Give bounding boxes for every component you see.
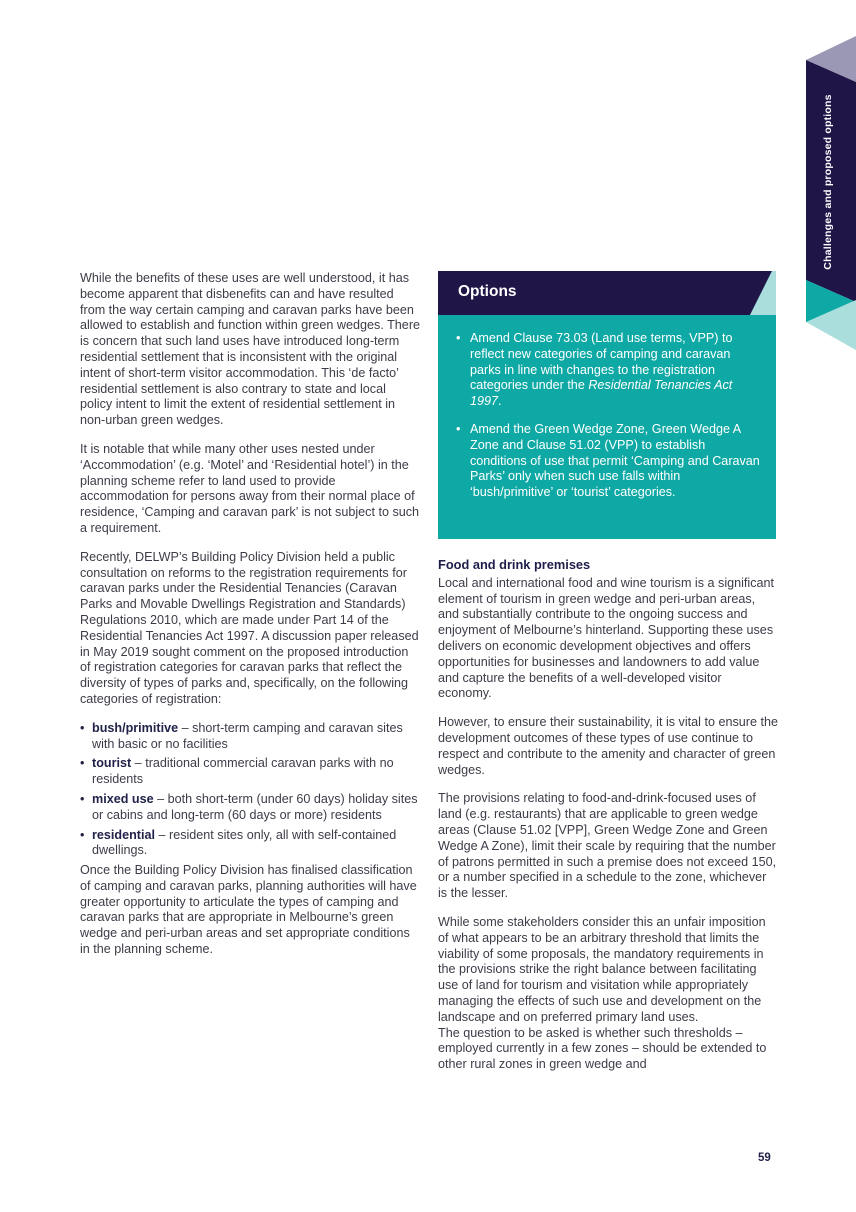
category-desc: – both short-term (under 60 days) holiday sites or cabins and long-term (60 days or more) residents bbox=[92, 791, 418, 822]
category-term: bush/primitive bbox=[92, 720, 179, 735]
category-desc: – resident sites only, all with self-contained dwellings. bbox=[92, 827, 397, 858]
options-box bbox=[438, 271, 776, 539]
paragraph: However, to ensure their sustainability, it is vital to ensure the development outcomes of these types of use continue to respect and contribute to the amenity and character of green wedges. bbox=[438, 715, 778, 777]
options-corner-graphic bbox=[716, 271, 776, 315]
paragraph: It is notable that while many other uses nested under ‘Accommodation’ (e.g. ‘Motel’ and ‘Residential hotel’) in the planning scheme refer to land used to provide accommodation for persons away from their normal place of residence, ‘Camping and caravan park’ is not subject to such a requirement. bbox=[80, 441, 420, 535]
paragraph: The provisions relating to food-and-drink-focused uses of land (e.g. restaurants) that are applicable to green wedge areas (Clause 51.02 [VPP], Green Wedge Zone and Green Wedge A Zone), limit their scale by requiring that the number of patrons permitted in such a premise does not exceed 150, or a number specified in a schedule to the zone, whichever is the lesser. bbox=[438, 791, 777, 901]
list-item bbox=[80, 792, 420, 824]
list-item bbox=[80, 828, 420, 860]
options-list bbox=[456, 331, 762, 513]
paragraph-text: The question to be asked is whether such thresholds – employed currently in a few zones – should be extended to other rural zones in green wedge and bbox=[438, 1025, 767, 1072]
paragraph: While the benefits of these uses are well understood, it has become apparent that disbenefits can and have resulted from the way certain camping and caravan parks have been allowed to establish and function within green wedges. There is concern that such land uses have introduced long-term residential settlement that is inconsistent with the original intent of short-term visitor accommodation. This ‘de facto’ residential settlement is also contrary to state and local policy intent to limit the extent of residential settlement in non-urban green wedges. bbox=[80, 271, 421, 428]
options-header bbox=[438, 271, 742, 315]
option-text-end: . bbox=[498, 394, 502, 409]
page-number: 59 bbox=[758, 1152, 771, 1164]
list-item bbox=[80, 721, 420, 753]
category-term: mixed use bbox=[92, 791, 154, 806]
side-tab-label bbox=[808, 96, 848, 268]
category-desc: – short-term camping and caravan sites with basic or no facilities bbox=[92, 720, 403, 751]
paragraph: Local and international food and wine tourism is a significant element of tourism in green wedge and peri-urban areas, and substantially contribute to the ongoing success and enjoyment of Melbourne’s hinterland. Supporting these uses delivers on economic development objectives and offers opportunities for businesses and landowners to add value and capture the benefits of a well-developed visitor economy. bbox=[438, 575, 775, 701]
section-heading: Food and drink premises bbox=[438, 557, 591, 572]
paragraph-text: While some stakeholders consider this an unfair imposition of what appears to be an arbitrary threshold that limits the viability of some proposals, the mandatory requirements in the provisions strike the right balance between facilitating use of land for tourism and visitation while appropriately managing the effects of such use and development on the landscape and on preferred primary land uses. bbox=[438, 914, 766, 1024]
registration-categories-list bbox=[80, 721, 420, 859]
option-act-title: Residential Tenancies Act 1997 bbox=[470, 378, 733, 409]
category-term: residential bbox=[92, 827, 155, 842]
paragraph bbox=[438, 915, 778, 1073]
paragraph: Once the Building Policy Division has finalised classification of camping and caravan parks, planning authorities will have greater opportunity to articulate the types of camping and caravan parks that are appropriate in Melbourne’s green wedge and peri-urban areas and set appropriate conditions in the planning scheme. bbox=[80, 863, 417, 957]
option-item bbox=[456, 331, 762, 410]
list-item bbox=[80, 756, 420, 788]
category-desc: – traditional commercial caravan parks with no residents bbox=[92, 756, 394, 787]
side-tab-text: Challenges and proposed options bbox=[822, 94, 834, 270]
options-title: Options bbox=[458, 283, 517, 300]
paragraph: Recently, DELWP’s Building Policy Division held a public consultation on reforms to the registration requirements for caravan parks under the Residential Tenancies (Caravan Parks and Movable Dwellings Registration and Standards) Regulations 2010, which are made under Part 14 of the Residential Tenancies Act 1997. A discussion paper released in May 2019 sought comment on the proposed introduction of registration categories for caravan parks that reflect the diversity of types of parks and, specifically, on the following categories of registration: bbox=[80, 549, 419, 706]
option-text: Amend Clause 73.03 (Land use terms, VPP) to reflect new categories of camping and caravan parks in line with changes to the registration categories under the bbox=[470, 331, 733, 393]
option-item: • Amend the Green Wedge Zone, Green Wedge A Zone and Clause 51.02 (VPP) to establish conditions of use that permit ‘Camping and Caravan Parks’ only when such use falls within ‘bush/primitive’ or ‘tourist’ categories. bbox=[456, 422, 762, 501]
category-term: tourist bbox=[92, 756, 132, 771]
right-column bbox=[438, 557, 778, 1073]
left-column bbox=[80, 271, 420, 971]
